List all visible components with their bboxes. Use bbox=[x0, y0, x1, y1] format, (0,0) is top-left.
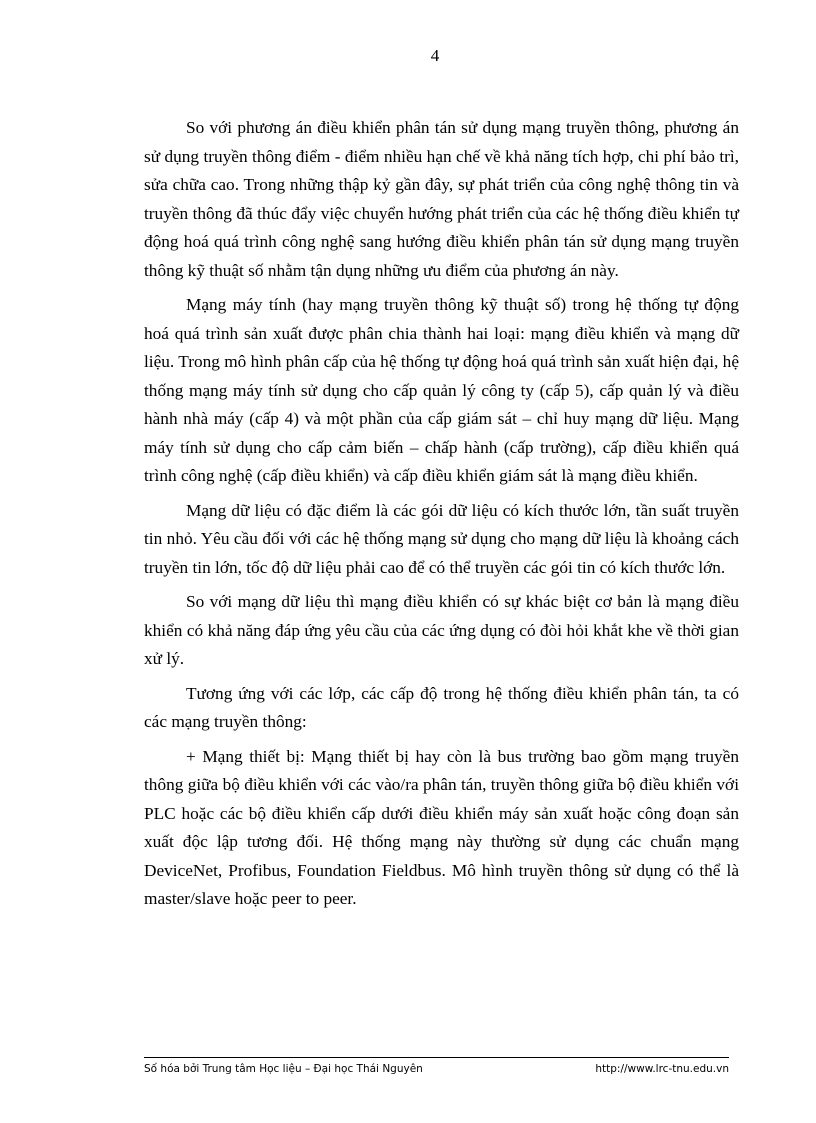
paragraph-1: So với phương án điều khiển phân tán sử dụng mạng truyền thông, phương án sử dụng truyền thông điểm - điểm nhiều hạn chế về khả năng tích hợp, chi phí bảo trì, sửa chữa cao. Trong những thập kỷ gần đây, sự phát triển của công nghệ thông tin và truyền thông đã thúc đẩy việc chuyển hướng phát triển của các hệ thống điều khiển tự động hoá quá trình công nghệ sang hướng điều khiển phân tán sử dụng mạng truyền thông kỹ thuật số nhằm tận dụng những ưu điểm của phương án này. bbox=[144, 118, 739, 280]
paragraph-5: Tương ứng với các lớp, các cấp độ trong hệ thống điều khiển phân tán, ta có các mạng truyền thông: bbox=[144, 683, 739, 731]
footer-url[interactable]: http://www.lrc-tnu.edu.vn bbox=[595, 1063, 729, 1075]
paragraph-6: + Mạng thiết bị: Mạng thiết bị hay còn là bus trường bao gồm mạng truyền thông giữa bộ điều khiển với các vào/ra phân tán, truyền thông giữa bộ điều khiển với PLC hoặc các bộ điều khiển cấp dưới điều khiển máy sản xuất hoặc công đoạn sản xuất độc lập tương đối. Hệ thống mạng này thường sử dụng các chuẩn mạng DeviceNet, Profibus, Foundation Fieldbus. Mô hình truyền thông sử dụng có thể là master/slave hoặc peer to peer. bbox=[144, 746, 739, 908]
paragraph-4: So với mạng dữ liệu thì mạng điều khiển có sự khác biệt cơ bản là mạng điều khiển có khả năng đáp ứng yêu cầu của các ứng dụng có đòi hỏi khắt khe về thời gian xử lý. bbox=[144, 592, 739, 668]
footer-divider bbox=[144, 1057, 729, 1058]
footer-source: Số hóa bởi Trung tâm Học liệu – Đại học Thái Nguyên bbox=[144, 1063, 423, 1075]
page-number: 4 bbox=[430, 46, 440, 65]
body-text bbox=[144, 114, 739, 920]
footer bbox=[144, 1063, 729, 1075]
paragraph-3: Mạng dữ liệu có đặc điểm là các gói dữ liệu có kích thước lớn, tần suất truyền tin nhỏ. Yêu cầu đối với các hệ thống mạng sử dụng cho mạng dữ liệu là khoảng cách truyền tin lớn, tốc độ dữ liệu phải cao để có thể truyền các gói tin có kích thước lớn. bbox=[144, 500, 739, 577]
paragraph-2: Mạng máy tính (hay mạng truyền thông kỹ thuật số) trong hệ thống tự động hoá quá trình sản xuất được phân chia thành hai loại: mạng điều khiển và mạng dữ liệu. Trong mô hình phân cấp của hệ thống tự động hoá quá trình sản xuất hiện đại, hệ thống mạng máy tính sử dụng cho cấp quản lý công ty (cấp 5), cấp quản lý và điều hành nhà máy (cấp 4) và một phần của cấp giám sát – chỉ huy mạng dữ liệu. Mạng máy tính sử dụng cho cấp cảm biến – chấp hành (cấp trường), cấp điều khiển quá trình công nghệ (cấp điều khiển) và cấp điều khiển giám sát là mạng điều khiển. bbox=[144, 295, 739, 485]
